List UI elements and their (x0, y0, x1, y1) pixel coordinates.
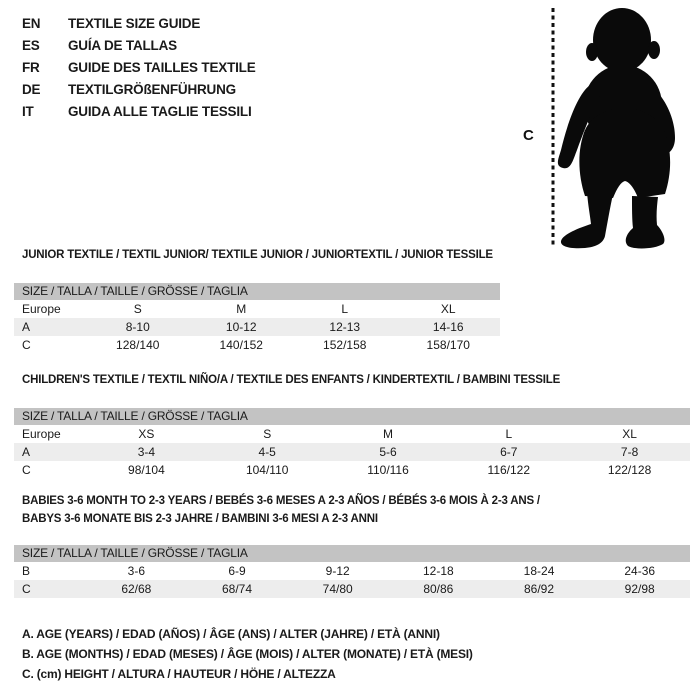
size-cell: XL (622, 427, 637, 441)
row-label: C (22, 338, 31, 352)
table-title-line: JUNIOR TEXTILE / TEXTIL JUNIOR/ TEXTILE JUNIOR / JUNIORTEXTIL / JUNIOR TESSILE (22, 249, 493, 261)
table-row (14, 318, 500, 336)
size-cell: 9-12 (325, 564, 350, 578)
row-label: A (22, 445, 31, 459)
language-row-es (22, 34, 256, 56)
size-cell: 158/170 (426, 338, 470, 352)
size-cell: 80/86 (423, 582, 454, 596)
babies-textile-section (14, 492, 690, 598)
table-row (14, 300, 500, 318)
size-cell: 14-16 (432, 320, 464, 334)
size-header-bar: SIZE / TALLA / TAILLE / GRÖSSE / TAGLIA (14, 408, 690, 425)
language-title: GUÍA DE TALLAS (68, 37, 177, 53)
size-cell: 140/152 (219, 338, 263, 352)
size-cell: M (236, 302, 247, 316)
toddler-silhouette (558, 8, 675, 248)
language-row-de (22, 78, 256, 100)
size-cell: 5-6 (379, 445, 397, 459)
row-label: Europe (22, 427, 61, 441)
size-cell: 104/110 (245, 463, 289, 477)
size-cell: S (133, 302, 142, 316)
childrens-section-title (14, 371, 690, 389)
table-row (14, 580, 690, 598)
size-cell: 62/68 (121, 582, 152, 596)
language-code: ES (22, 37, 40, 53)
size-cell: 8-10 (125, 320, 150, 334)
junior-section-title (14, 246, 500, 264)
table-row (14, 336, 500, 354)
table-row (14, 443, 690, 461)
footnote-c: C. (cm) HEIGHT / ALTURA / HAUTEUR / HÖHE / ALTEZZA (22, 667, 336, 681)
size-cell: 3-4 (137, 445, 156, 459)
size-cell: L (341, 302, 349, 316)
row-label: C (22, 582, 31, 596)
language-code: EN (22, 15, 41, 31)
size-cell: XL (440, 302, 456, 316)
size-cell: 10-12 (225, 320, 257, 334)
size-cell: 92/98 (624, 582, 655, 596)
table-row (14, 461, 690, 479)
size-cell: XS (138, 427, 155, 441)
row-label: A (22, 320, 31, 334)
size-cell: 3-6 (127, 564, 145, 578)
language-row-en (22, 12, 256, 34)
childrens-textile-section (14, 371, 690, 479)
size-cell: 6-9 (228, 564, 246, 578)
footnote-a: A. AGE (YEARS) / EDAD (AÑOS) / ÂGE (ANS) / ALTER (JAHRE) / ETÀ (ANNI) (22, 627, 440, 641)
size-cell: 116/122 (487, 463, 531, 477)
size-cell: 6-7 (500, 445, 518, 459)
height-measure-label: C (523, 127, 534, 144)
size-cell: 12-13 (329, 320, 361, 334)
junior-size-table (14, 283, 500, 354)
language-title: TEXTILE SIZE GUIDE (68, 15, 201, 31)
row-label: Europe (22, 302, 61, 316)
size-cell: 86/92 (524, 582, 555, 596)
language-title: GUIDA ALLE TAGLIE TESSILI (68, 103, 252, 119)
language-code: FR (22, 59, 40, 75)
size-cell: S (263, 427, 272, 441)
size-header-bar: SIZE / TALLA / TAILLE / GRÖSSE / TAGLIA (14, 545, 690, 562)
language-row-fr (22, 56, 256, 78)
row-label: C (22, 463, 31, 477)
language-code: DE (22, 81, 41, 97)
size-cell: 18-24 (523, 564, 555, 578)
toddler-silhouette-icon (495, 0, 700, 260)
size-cell: 110/116 (367, 463, 409, 477)
table-title-line: BABIES 3-6 MONTH TO 2-3 YEARS / BEBÉS 3-6 MESES A 2-3 AÑOS / BÉBÉS 3-6 MOIS À 2-3 ANS / (22, 495, 540, 507)
height-measure-figure (495, 0, 700, 260)
table-title-line: BABYS 3-6 MONATE BIS 2-3 JAHRE / BAMBINI 3-6 MESI A 2-3 ANNI (22, 513, 378, 525)
babies-section-title (14, 492, 690, 528)
table-row (14, 562, 690, 580)
language-code: IT (22, 103, 34, 119)
junior-textile-section (14, 246, 500, 354)
size-cell: 12-18 (423, 564, 454, 578)
size-cell: 7-8 (620, 445, 639, 459)
size-cell: 152/158 (323, 338, 367, 352)
size-cell: 128/140 (116, 338, 160, 352)
size-cell: 24-36 (624, 564, 656, 578)
row-label: B (22, 564, 31, 578)
size-cell: 122/128 (607, 463, 652, 477)
childrens-size-table (14, 408, 690, 479)
size-cell: M (382, 427, 393, 441)
footnotes (22, 624, 473, 684)
table-row (14, 425, 690, 443)
language-list (22, 12, 256, 122)
size-cell: 68/74 (221, 582, 253, 596)
size-cell: 4-5 (258, 445, 276, 459)
babies-size-table (14, 545, 690, 598)
footnote-b: B. AGE (MONTHS) / EDAD (MESES) / ÂGE (MOIS) / ALTER (MONATE) / ETÀ (MESI) (22, 647, 473, 661)
size-header-bar: SIZE / TALLA / TAILLE / GRÖSSE / TAGLIA (14, 283, 500, 300)
language-title: TEXTILGRÖßENFÜHRUNG (68, 81, 236, 97)
size-cell: 74/80 (322, 582, 353, 596)
size-cell: L (505, 427, 513, 441)
size-cell: 98/104 (128, 463, 165, 477)
language-row-it (22, 100, 256, 122)
table-title-line: CHILDREN'S TEXTILE / TEXTIL NIÑO/A / TEXTILE DES ENFANTS / KINDERTEXTIL / BAMBINI TESSILE (22, 374, 561, 386)
language-title: GUIDE DES TAILLES TEXTILE (68, 59, 256, 75)
